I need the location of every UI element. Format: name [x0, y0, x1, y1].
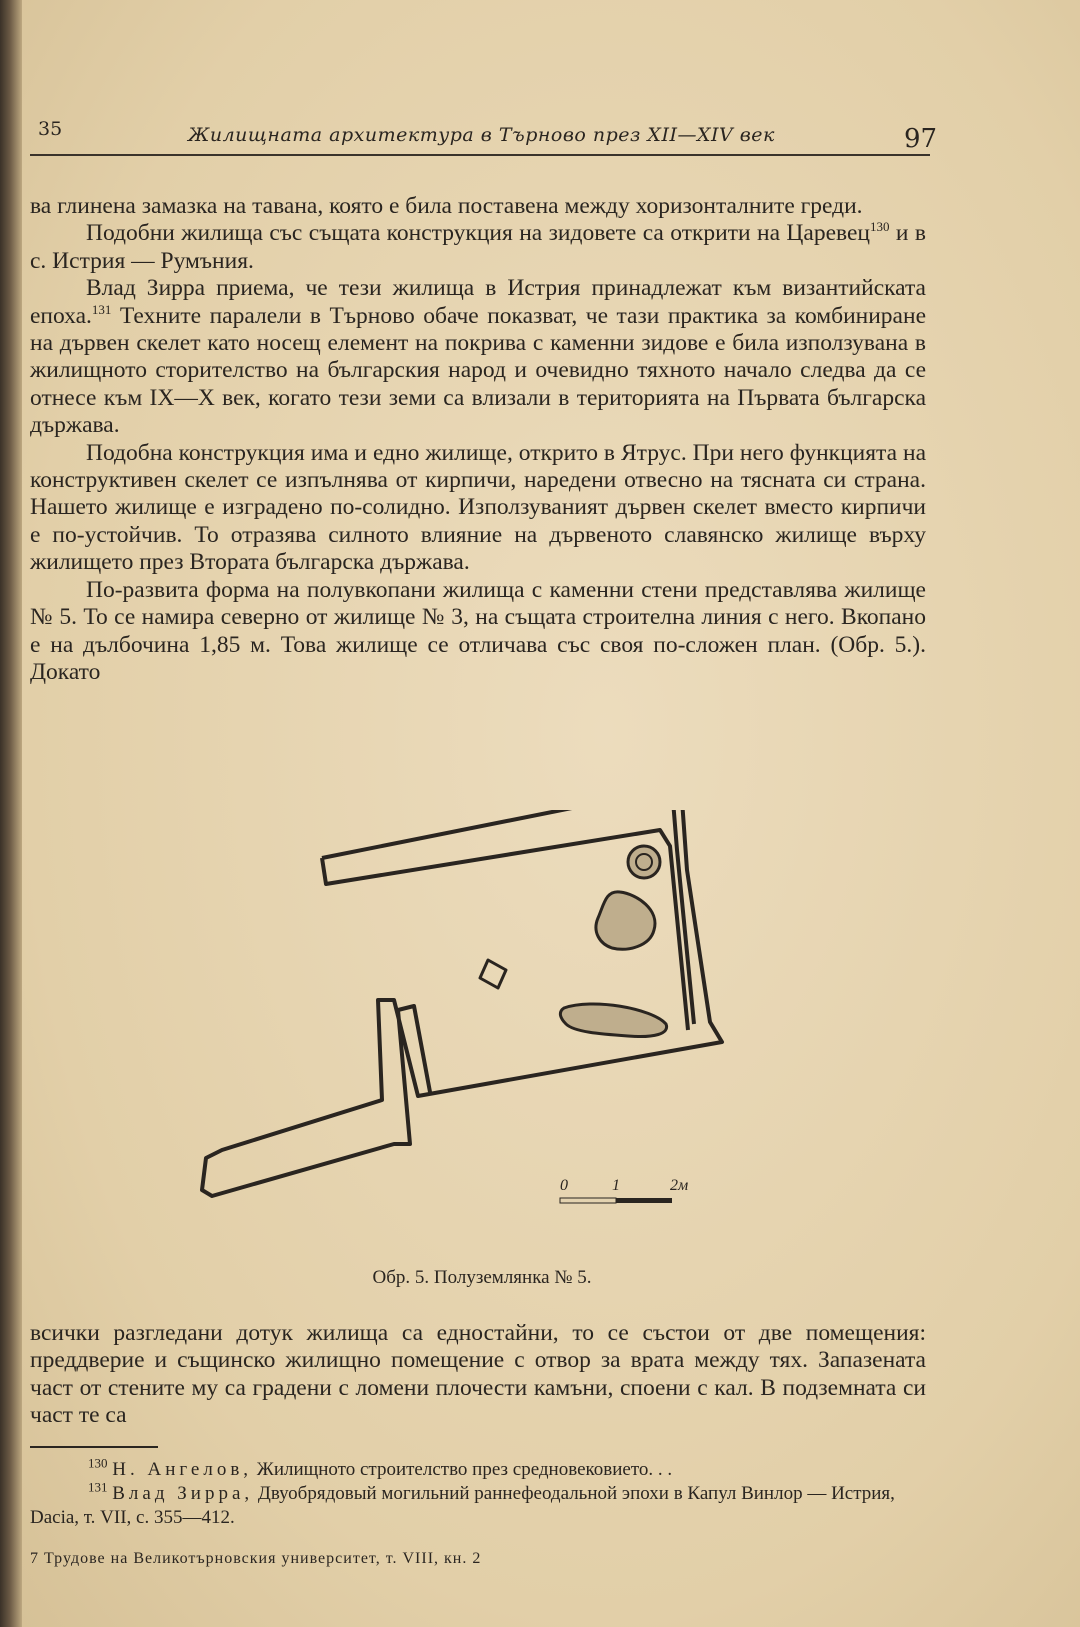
footnote-131: $^{131}$ Влад Зирра, Двуобрядовый могильний раннефеодальной эпохи в Капул Винлор — Истрия, Dacia, т. VII, с. 355—412. — [30, 1479, 895, 1528]
body-text-bottom — [30, 1320, 926, 1430]
footnote-ref: 130 — [869, 219, 890, 235]
section-number: 35 — [38, 118, 63, 140]
page — [22, 0, 1080, 1627]
footnote-130: $^{130}$ Н. Ангелов, Жилищното строителство през средновековието. . . — [88, 1455, 673, 1480]
paragraph: всички разгледани дотук жилища са едностайни, то се състои от две помещения: преддверие и същинско жилищно помещение с отвор за врата между тях. Запазената част от стените му са градени с ломени плочести камъни, споени с кал. В подземната си част те са — [30, 1320, 926, 1429]
footnote-rule — [30, 1446, 158, 1448]
scale-label-2: 2м — [670, 1177, 689, 1194]
scale-bar — [560, 1177, 688, 1203]
book-spine — [0, 0, 22, 1627]
paragraph: ва глинена замазка на тавана, която е била поставена между хоризонталните греди. — [30, 193, 863, 219]
elongated-pit — [560, 1004, 666, 1037]
page-number: 97 — [904, 124, 938, 154]
round-pit — [628, 846, 660, 878]
body-text-top — [30, 193, 926, 686]
page-footer: 7 Трудове на Великотърновския университет, т. VIII, кн. 2 — [30, 1550, 482, 1567]
figure-caption: Обр. 5. Полуземлянка № 5. — [372, 1267, 592, 1288]
running-title: Жилищната архитектура в Търново през XII—XIV век — [188, 124, 775, 146]
footnote-ref: 131 — [91, 301, 112, 317]
scale-label-0: 0 — [560, 1177, 568, 1194]
running-header — [30, 118, 930, 156]
paragraph: Подобна конструкция има и едно жилище, открито в Ятрус. При него функцията на конструктивен скелет се изпълнява от кирпичи, наредени отвесно на тясната си страна. Нашето жилище е изградено по-солидно. Използуваният дървен скелет вместо кирпичи е по-устойчив. То отразява силното влияние на дървеното славянско жилище върху жилището през Втората българска държава. — [30, 439, 926, 576]
small-square-feature — [480, 960, 506, 988]
scale-label-1: 1 — [612, 1177, 620, 1194]
floor-plan-figure — [182, 810, 762, 1280]
paragraph: Подобни жилища със същата конструкция на зидовете са открити на Царевец$^{130}$ и в с. Истрия — Румъния. — [30, 219, 926, 274]
footnotes — [30, 1455, 926, 1530]
oval-pit — [596, 892, 655, 949]
paragraph: По-развита форма на полувкопани жилища с каменни стени представлява жилище № 5. То се намира северно от жилище № 3, на същата строителна линия с него. Вкопано е на дълбочина 1,85 м. Това жилище се отличава със своя по-сложен план. (Обр. 5.). Докато — [30, 576, 926, 685]
pit-features — [560, 846, 666, 1037]
paragraph: Влад Зирра приема, че тези жилища в Истрия принадлежат към византийската епоха.$^{131}$ Техните паралели в Търново обаче показват, че тази практика за комбиниране на дървен скелет като носещ елемент на покрива с каменни зидове е била използувана в жилищното сторителство на българския народ и очевидно тяхното начало следва да се отнесе към IX—X век, когато тези земи са влизали в територията на Първата българска държава. — [30, 275, 926, 439]
